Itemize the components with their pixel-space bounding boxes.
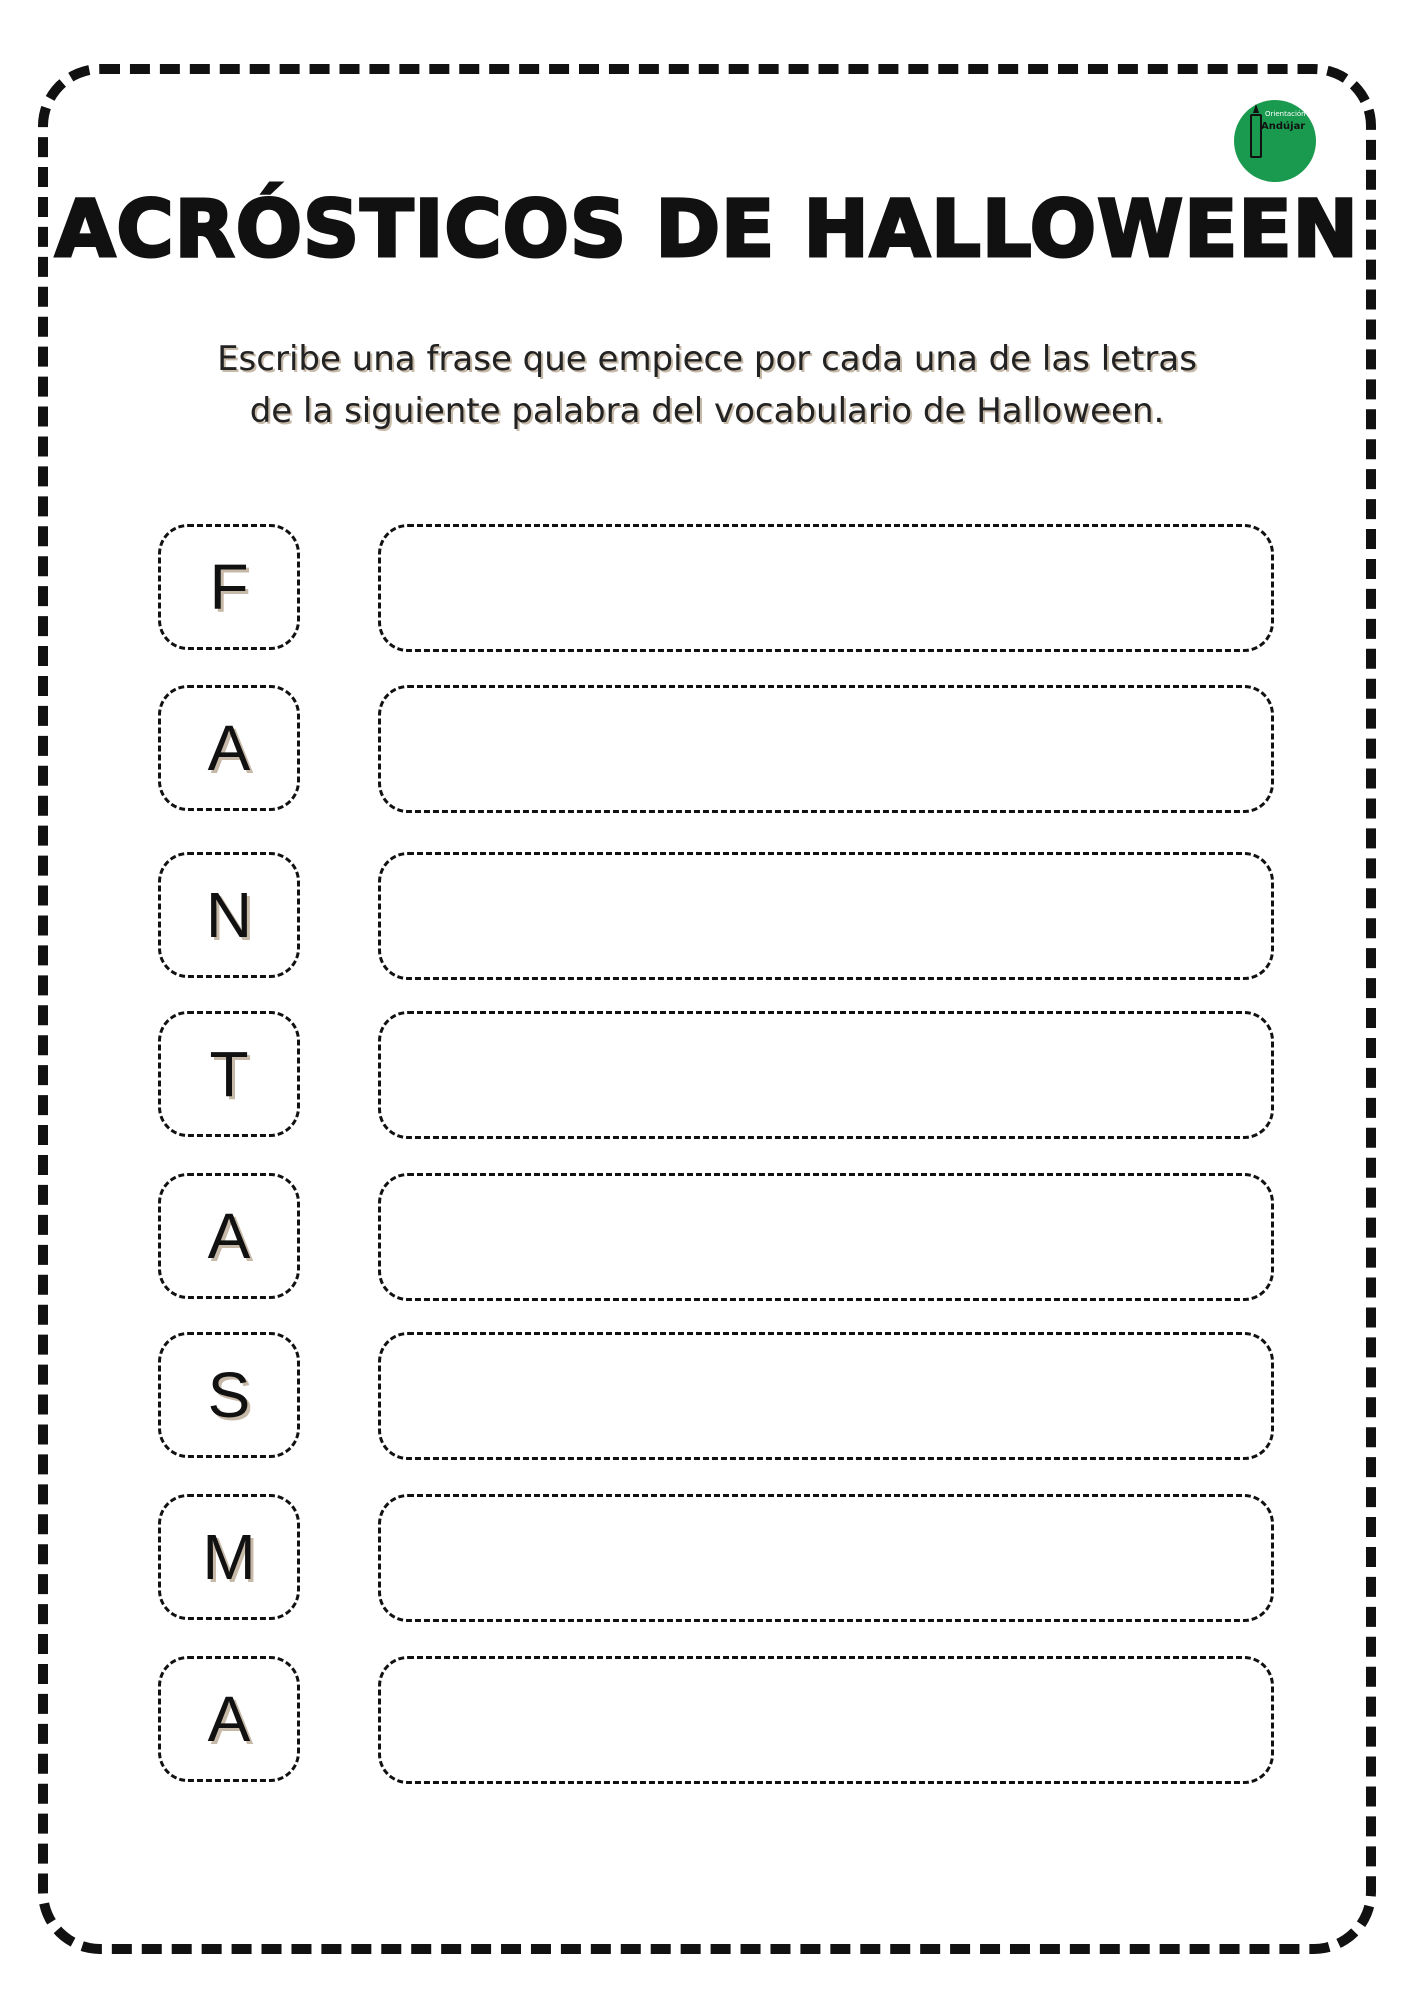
letter-box: F	[158, 524, 300, 650]
instructions-line-2: de la siguiente palabra del vocabulario de Halloween.	[249, 391, 1165, 431]
acrostic-row	[0, 1173, 1414, 1299]
orientacion-andujar-logo	[1234, 100, 1316, 182]
acrostic-row	[0, 524, 1414, 650]
letter-box: N	[158, 852, 300, 978]
letter-box: A	[158, 1173, 300, 1299]
answer-field[interactable]	[378, 852, 1274, 980]
answer-field[interactable]	[378, 1494, 1274, 1622]
letter-box: A	[158, 685, 300, 811]
answer-field[interactable]	[378, 685, 1274, 813]
acrostic-row	[0, 1656, 1414, 1782]
answer-field[interactable]	[378, 1011, 1274, 1139]
letter-box: T	[158, 1011, 300, 1137]
answer-field[interactable]	[378, 1332, 1274, 1460]
letter-box: S	[158, 1332, 300, 1458]
instructions-line-1: Escribe una frase que empiece por cada una de las letras	[217, 339, 1197, 379]
acrostic-row	[0, 1332, 1414, 1458]
acrostic-row	[0, 852, 1414, 978]
acrostic-row	[0, 685, 1414, 811]
answer-field[interactable]	[378, 524, 1274, 652]
page-title: ACRÓSTICOS DE HALLOWEEN	[55, 185, 1359, 275]
acrostic-row	[0, 1494, 1414, 1620]
acrostic-row	[0, 1011, 1414, 1137]
letter-box: A	[158, 1656, 300, 1782]
logo-small-text: Orientación	[1265, 110, 1306, 118]
logo-name: Andújar	[1261, 121, 1306, 132]
instructions	[0, 333, 1414, 437]
answer-field[interactable]	[378, 1656, 1274, 1784]
answer-field[interactable]	[378, 1173, 1274, 1301]
letter-box: M	[158, 1494, 300, 1620]
